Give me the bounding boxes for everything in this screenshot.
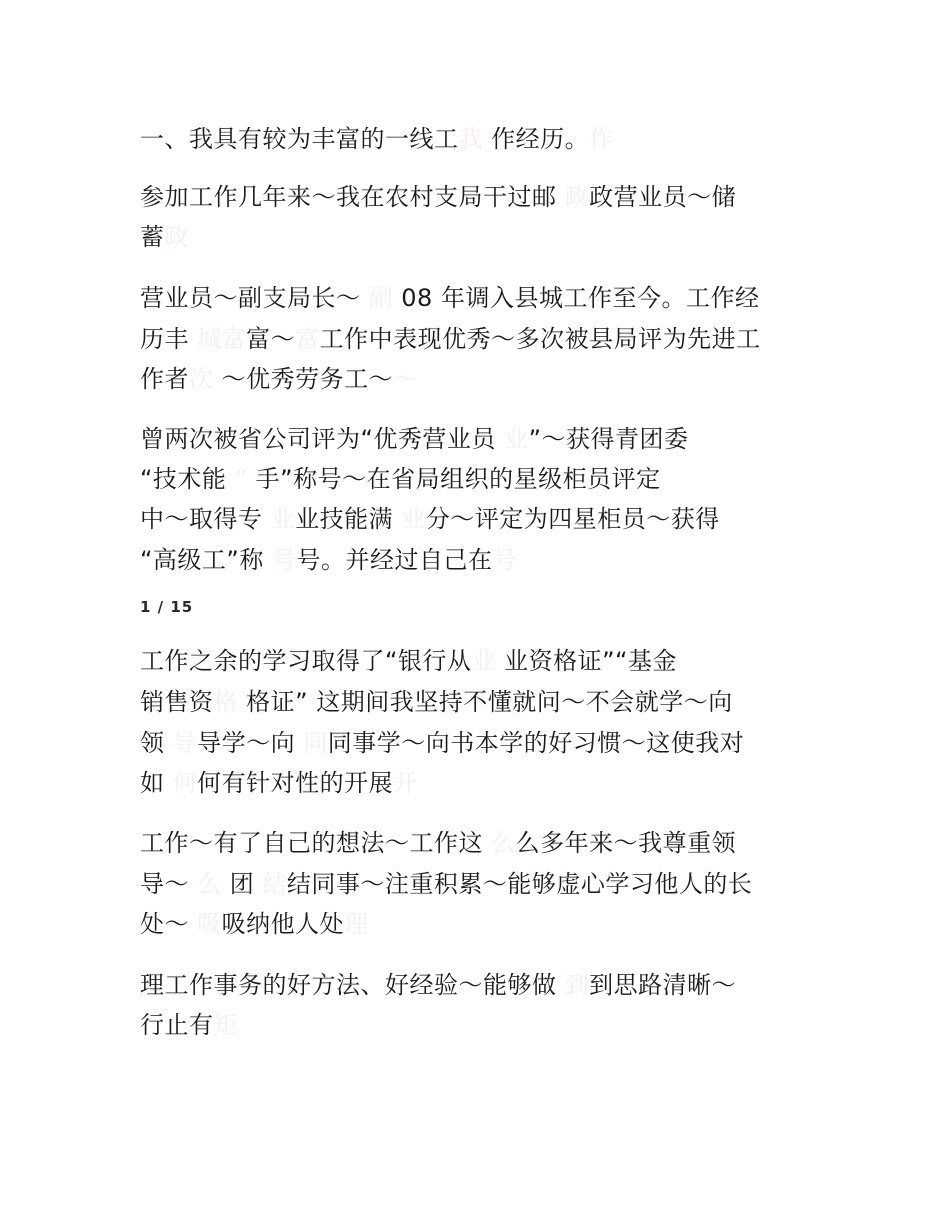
paragraph-5-line-4: 如 何何有针对性的开展开 <box>140 769 418 797</box>
paragraph-3-line-2: 历丰 城富富～富工作中表现优秀～多次被县局评为先进工 <box>140 325 761 353</box>
paragraph-1-line-1: 一、我具有较为丰富的一线工我 作经历。作 <box>140 125 614 153</box>
paragraph-5-line-1: 工作之余的学习取得了“银行从业 业资格证”“基金 <box>140 647 677 675</box>
paragraph-2-line-2: 蓄政 <box>140 223 189 251</box>
paragraph-4-line-4: “高级工”称 号号。并经过自己在号 <box>140 546 518 574</box>
paragraph-7-line-2: 行止有矩 <box>140 1011 238 1039</box>
paragraph-3-line-3: 作者次 ～优秀劳务工～～ <box>140 365 418 393</box>
paragraph-6-line-1: 工作～有了自己的想法～工作这 么么多年来～我尊重领 <box>140 829 737 857</box>
paragraph-6-line-2: 导～ 么 团 结结同事～注重积累～能够虚心学习他人的长 <box>140 870 753 898</box>
paragraph-3-line-1: 营业员～副支局长～ 副 08 年调入县城工作至今。工作经 <box>140 284 760 312</box>
paragraph-2-line-1: 参加工作几年来～我在农村支局干过邮 政政营业员～储 <box>140 183 737 211</box>
paragraph-4-line-2: “技术能 ” 手”称号～在省局组织的星级柜员评定 <box>140 465 661 493</box>
paragraph-5-line-2: 销售资格 格证” 这期间我坚持不懂就问～不会就学～向 <box>140 688 733 716</box>
paragraph-4-line-1: 曾两次被省公司评为“优秀营业员 业”～获得青团委 <box>140 425 689 453</box>
paragraph-4-line-3: 中～取得专 业业技能满 业分～评定为四星柜员～获得 <box>140 505 720 533</box>
paragraph-6-line-3: 处～ 吸吸纳他人处理 <box>140 910 369 938</box>
page-number: 1 / 15 <box>140 598 194 616</box>
paragraph-7-line-1: 理工作事务的好方法、好经验～能够做 到到思路清晰～ <box>140 971 737 999</box>
paragraph-5-line-3: 领 导导学～向 同同事学～向书本学的好习惯～这使我对 <box>140 729 745 757</box>
